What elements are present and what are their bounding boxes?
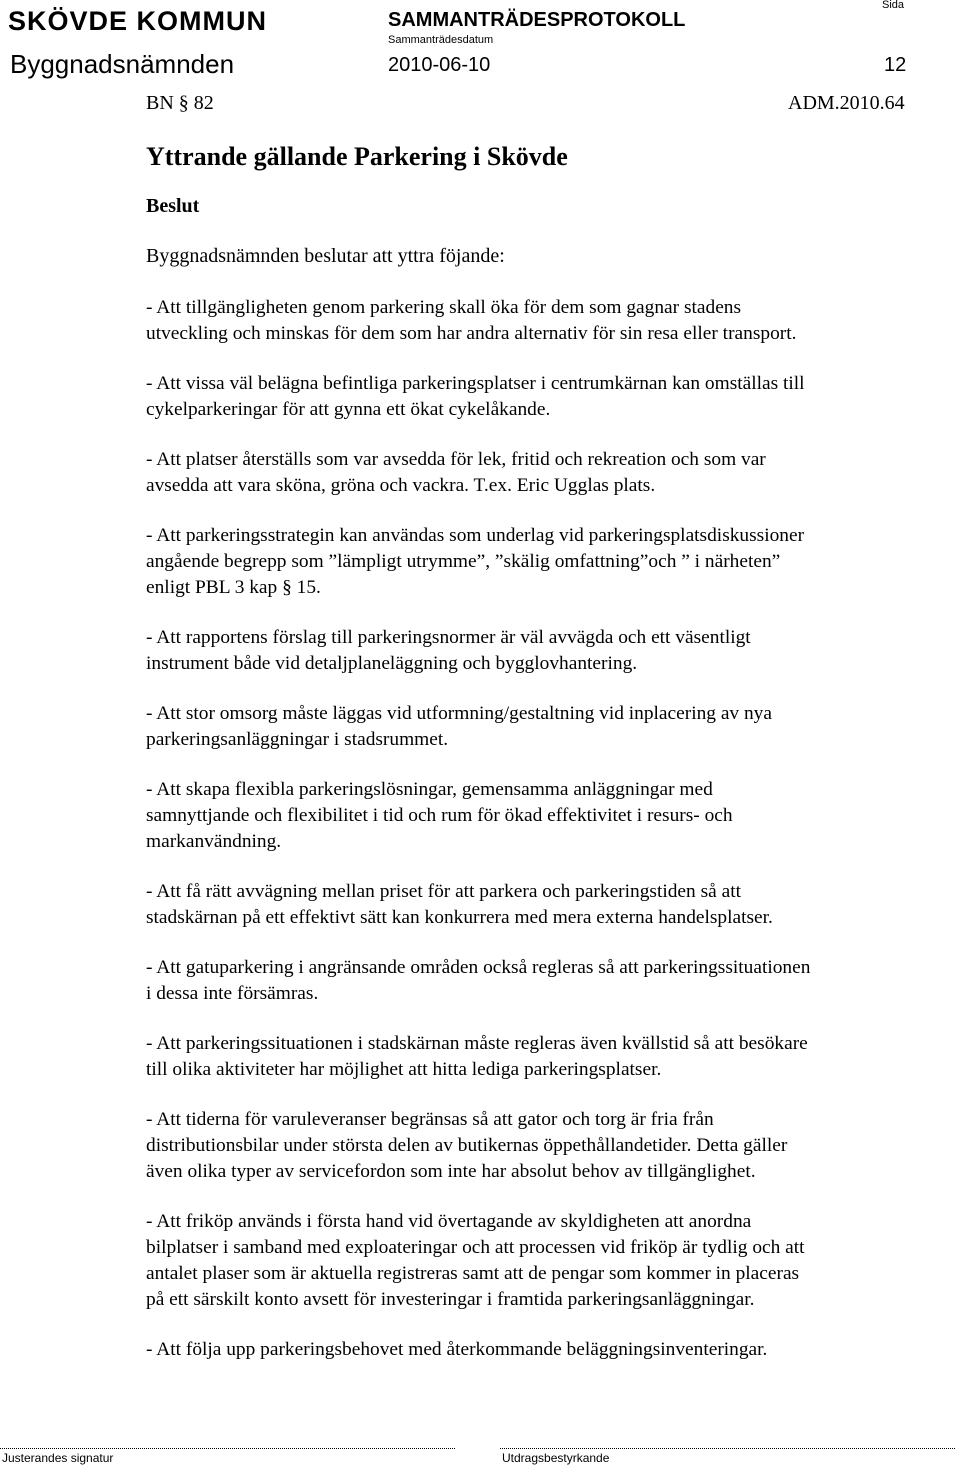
committee-name: Byggnadsnämnden: [10, 49, 235, 79]
decision-item: [146, 447, 946, 499]
municipality-logo: SKÖVDE KOMMUN: [8, 6, 268, 36]
decision-item-line: instrument både vid detaljplaneläggning och bygglovhantering.: [146, 653, 638, 674]
decision-item: [146, 625, 946, 677]
signature-line: [0, 1448, 455, 1449]
decision-item: [146, 1337, 946, 1363]
decision-item-line: distributionsbilar under största delen av butikernas öppethållandetider. Detta gäller: [146, 1135, 788, 1156]
page-caption: Sida: [882, 0, 905, 11]
decision-item-line: enligt PBL 3 kap § 15.: [146, 577, 321, 598]
decision-item-line: - Att friköp används i första hand vid övertagande av skyldigheten att anordna: [146, 1211, 752, 1232]
decision-list: [146, 295, 946, 1387]
protocol-title: SAMMANTRÄDESPROTOKOLL: [388, 9, 686, 31]
decision-heading: Beslut: [146, 195, 200, 217]
decision-item-line: - Att följa upp parkeringsbehovet med återkommande beläggningsinventeringar.: [146, 1339, 768, 1360]
decision-item-line: även olika typer av servicefordon som inte har absolut behov av tillgänglighet.: [146, 1161, 756, 1182]
date-caption: Sammanträdesdatum: [388, 34, 494, 46]
decision-item-line: bilplatser i samband med exploateringar och att processen vid friköp är tydlig och att: [146, 1237, 805, 1258]
decision-item-line: parkeringsanläggningar i stadsrummet.: [146, 729, 449, 750]
decision-item: [146, 701, 946, 753]
decision-item-line: - Att vissa väl belägna befintliga parkeringsplatser i centrumkärnan kan omställas till: [146, 373, 805, 394]
decision-item: [146, 371, 946, 423]
page-number: 12: [884, 54, 907, 76]
decision-item-line: markanvändning.: [146, 831, 282, 852]
decision-item-line: - Att skapa flexibla parkeringslösningar, gemensamma anläggningar med: [146, 779, 713, 800]
decision-item-line: - Att få rätt avvägning mellan priset för att parkera och parkeringstiden så att: [146, 881, 741, 902]
decision-item: [146, 523, 946, 601]
decision-item-line: samnyttjande och flexibilitet i tid och rum för ökad effektivitet i resurs- och: [146, 805, 733, 826]
extract-line: [500, 1448, 955, 1449]
decision-item: [146, 955, 946, 1007]
decision-item-line: - Att tiderna för varuleveranser begränsas så att gator och torg är fria från: [146, 1109, 714, 1130]
decision-item-line: utveckling och minskas för dem som har andra alternativ för sin resa eller transport.: [146, 323, 797, 344]
decision-item-line: - Att tillgängligheten genom parkering skall öka för dem som gagnar stadens: [146, 297, 742, 318]
decision-item: [146, 777, 946, 855]
decision-item: [146, 1031, 946, 1083]
decision-item-line: till olika aktiviteter har möjlighet att hitta lediga parkeringsplatser.: [146, 1059, 662, 1080]
decision-item-line: - Att stor omsorg måste läggas vid utformning/gestaltning vid inplacering av nya: [146, 703, 772, 724]
intro-text: Byggnadsnämnden beslutar att yttra föjande:: [146, 245, 505, 267]
decision-item-line: - Att rapportens förslag till parkeringsnormer är väl avvägda och ett väsentligt: [146, 627, 751, 648]
case-reference: BN § 82: [146, 92, 214, 114]
decision-item-line: stadskärnan på ett effektivt sätt kan konkurrera med mera externa handelsplatser.: [146, 907, 773, 928]
extract-label: Utdragsbestyrkande: [502, 1451, 610, 1465]
decision-item-line: angående begrepp som ”lämpligt utrymme”, ”skälig omfattning”och ” i närheten”: [146, 551, 781, 572]
admin-reference: ADM.2010.64: [788, 92, 905, 114]
signature-label: Justerandes signatur: [2, 1451, 114, 1465]
decision-item-line: - Att parkeringssituationen i stadskärnan måste regleras även kvällstid så att besökare: [146, 1033, 808, 1054]
meeting-date: 2010-06-10: [388, 54, 491, 76]
decision-item: [146, 295, 946, 347]
decision-item-line: - Att parkeringsstrategin kan användas som underlag vid parkeringsplatsdiskussioner: [146, 525, 805, 546]
decision-item-line: cykelparkeringar för att gynna ett ökat cykelåkande.: [146, 399, 551, 420]
decision-item-line: - Att gatuparkering i angränsande områden också regleras så att parkeringssituationen: [146, 957, 811, 978]
document-heading: Yttrande gällande Parkering i Skövde: [146, 142, 568, 171]
decision-item: [146, 1107, 946, 1185]
decision-item-line: i dessa inte försämras.: [146, 983, 319, 1004]
decision-item-line: - Att platser återställs som var avsedda för lek, fritid och rekreation och som var: [146, 449, 766, 470]
decision-item: [146, 879, 946, 931]
decision-item-line: på ett särskilt konto avsett för investeringar i framtida parkeringsanläggningar.: [146, 1289, 755, 1310]
decision-item: [146, 1209, 946, 1313]
decision-item-line: antalet plaser som är aktuella registreras samt att de pengar som kommer in placeras: [146, 1263, 800, 1284]
decision-item-line: avsedda att vara sköna, gröna och vackra. T.ex. Eric Ugglas plats.: [146, 475, 656, 496]
